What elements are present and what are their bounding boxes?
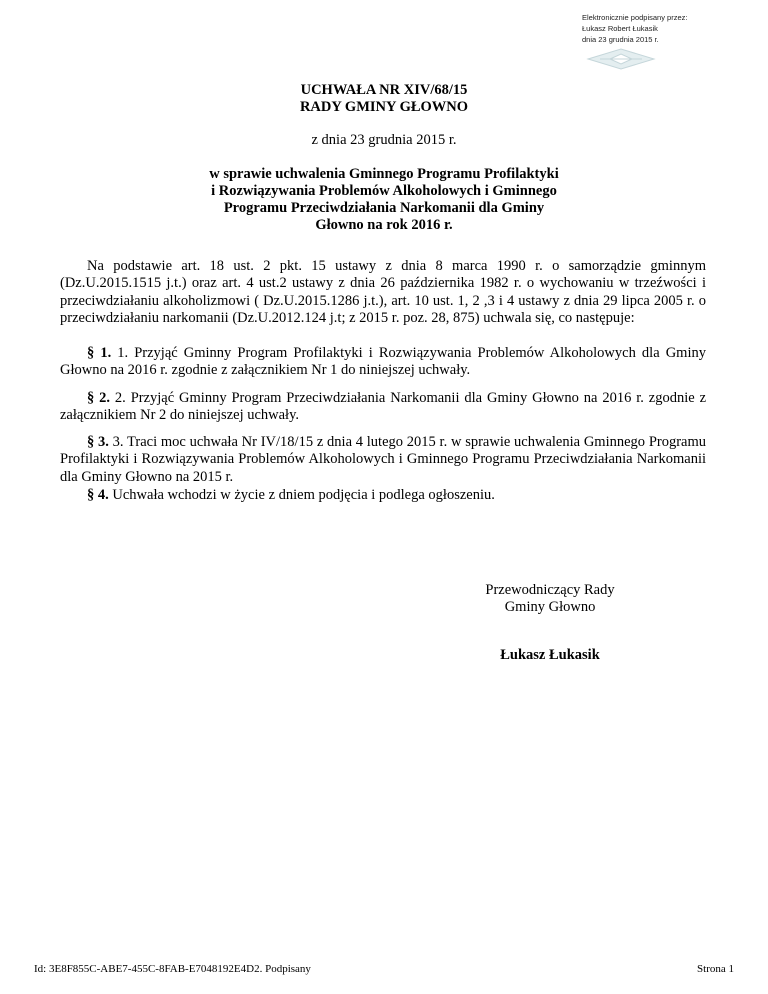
subject-line-2: i Rozwiązywania Problemów Alkoholowych i Gminnego <box>211 183 557 199</box>
page-number: Strona 1 <box>697 963 734 975</box>
section-2-label: § 2. <box>87 390 111 406</box>
section-2-text: 2. Przyjąć Gminny Program Przeciwdziałania Narkomanii dla Gminy Głowno na 2016 r. zgodnie z załącznikiem Nr 2 do niniejszej uchwały. <box>60 390 707 424</box>
document-id: Id: 3E8F855C-ABE7-455C-8FAB-E7048192E4D2. Podpisany <box>34 963 311 975</box>
section-4-paragraph <box>60 487 706 504</box>
signature-logo-icon <box>586 48 656 70</box>
resolution-subject <box>0 166 768 234</box>
signature-label: Elektronicznie podpisany przez: <box>582 13 688 22</box>
subject-line-3: Programu Przeciwdziałania Narkomanii dla Gminy <box>223 200 545 216</box>
section-3-text: 3. Traci moc uchwała Nr IV/18/15 z dnia 4 lutego 2015 r. w sprawie uchwalenia Gminnego Programu Profilaktyki i Rozwiązywania Problemów Alkoholowych i Gminnego Programu Przeciwdziałania Narkomanii dla Gminy Głowno na 2015 r. <box>60 434 706 485</box>
signer-role <box>440 582 660 616</box>
signature-date: dnia 23 grudnia 2015 r. <box>582 35 659 44</box>
section-2-paragraph <box>60 390 706 425</box>
section-1-label: § 1. <box>87 345 112 361</box>
electronic-signature-stamp <box>582 12 732 74</box>
preamble-paragraph: Na podstawie art. 18 ust. 2 pkt. 15 ustawy z dnia 8 marca 1990 r. o samorządzie gminnym (Dz.U.2015.1515 j.t.) oraz art. 4 ust.2 ustawy z dnia 26 października 1982 r. o wychowaniu w trzeźwości i przeciwdziałaniu alkoholizmowi ( Dz.U.2015.1286 j.t.), art. 10 ust. 1, 2 ,3 i 4 ustawy z dnia 29 lipca 2005 r. o przeciwdziałaniu narkomanii (Dz.U.2012.124 j.t; z 2015 r. poz. 28, 875) uchwala się, co następuje: <box>60 258 706 326</box>
section-3-paragraph <box>60 434 706 486</box>
signer-role-line-1: Przewodniczący Rady <box>485 582 615 598</box>
title-line-2: RADY GMINY GŁOWNO <box>299 99 469 115</box>
signer-name: Łukasz Łukasik <box>500 647 600 663</box>
section-4-text: Uchwała wchodzi w życie z dniem podjęcia i podlega ogłoszeniu. <box>108 487 495 503</box>
section-1-paragraph <box>60 345 706 380</box>
section-3-label: § 3. <box>87 434 109 450</box>
resolution-date: z dnia 23 grudnia 2015 r. <box>311 132 457 148</box>
title-line-1: UCHWAŁA NR XIV/68/15 <box>300 82 468 98</box>
resolution-title <box>0 82 768 116</box>
section-1-text: 1. Przyjąć Gminny Program Profilaktyki i Rozwiązywania Problemów Alkoholowych dla Gminy Głowno na 2016 r. zgodnie z załącznikiem Nr 1 do niniejszej uchwały. <box>60 345 706 379</box>
subject-line-1: w sprawie uchwalenia Gminnego Programu Profilaktyki <box>209 166 559 182</box>
signature-signer: Łukasz Robert Łukasik <box>582 24 658 33</box>
signer-role-line-2: Gminy Głowno <box>504 599 596 615</box>
subject-line-4: Głowno na rok 2016 r. <box>315 217 453 233</box>
section-4-label: § 4. <box>87 487 109 503</box>
